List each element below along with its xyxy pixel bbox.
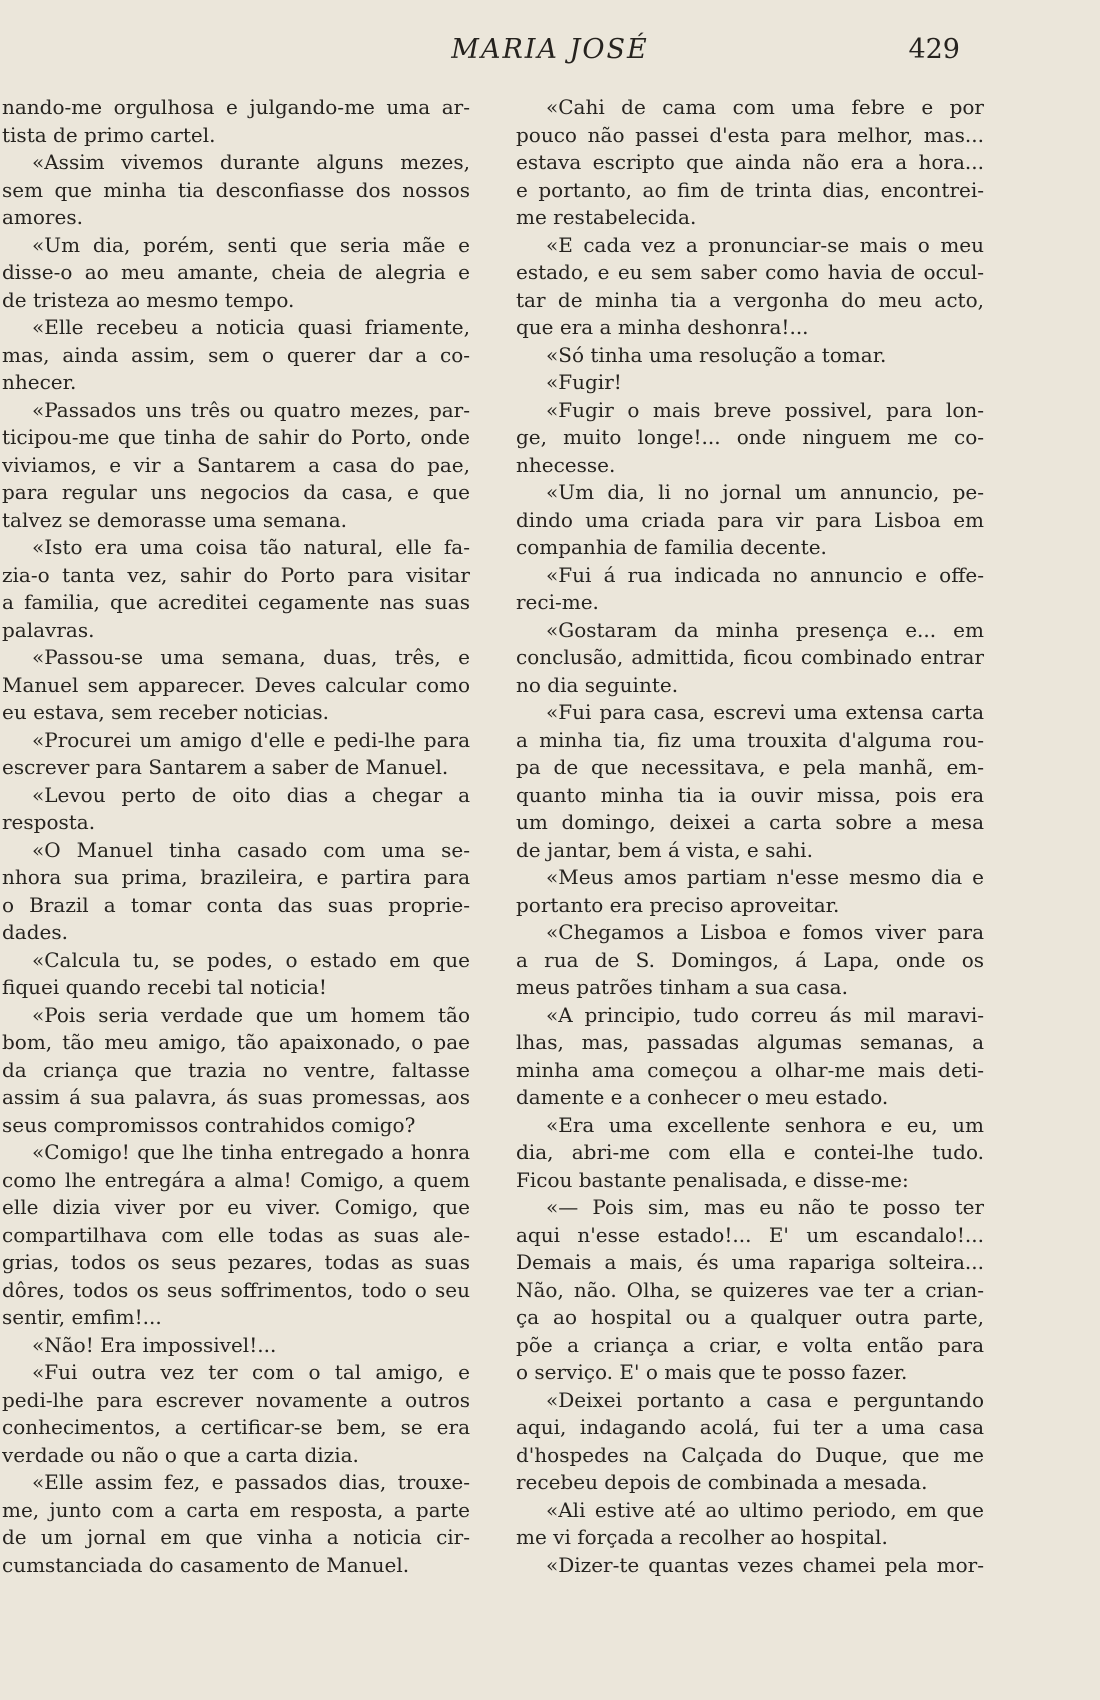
text-line: compartilhava com elle todas as suas ale- — [2, 1222, 470, 1247]
text-line: pedi-lhe para escrever novamente a outros — [2, 1387, 470, 1412]
text-line: talvez se demorasse uma semana. — [2, 507, 347, 532]
text-line: «Um dia, porém, senti que seria mãe e — [32, 232, 470, 257]
text-line: estado, e eu sem saber como havia de occul- — [516, 260, 984, 284]
text-line: «Fugir! — [546, 370, 622, 394]
text-line: «Chegamos a Lisboa e fomos viver para — [546, 920, 984, 944]
text-line: «Isto era uma coisa tão natural, elle fa- — [32, 535, 470, 559]
text-line: recebeu depois de combinada a mesada. — [516, 1470, 928, 1494]
text-line: e portanto, ao fim de trinta dias, encontrei- — [516, 177, 984, 202]
text-line: verdade ou não o que a carta dizia. — [2, 1442, 359, 1467]
text-line: aqui, indagando acolá, fui ter a uma casa — [516, 1415, 984, 1439]
text-line: palavras. — [2, 617, 95, 642]
text-line: «Só tinha uma resolução a tomar. — [546, 342, 887, 367]
text-line: da criança que trazia no ventre, faltasse — [2, 1057, 470, 1082]
text-line: «Gostaram da minha presença e... em — [546, 617, 984, 642]
text-line: «Comigo! que lhe tinha entregado a honra — [32, 1140, 470, 1164]
text-line: reci-me. — [516, 590, 599, 614]
text-line: me restabelecida. — [516, 205, 697, 229]
text-line: portanto era preciso aproveitar. — [516, 892, 840, 917]
text-line: «Calcula tu, se podes, o estado em que — [32, 947, 470, 972]
text-line: dades. — [2, 920, 68, 944]
text-line: amores. — [2, 205, 83, 229]
text-line: aqui n'esse estado!... E' um escandalo!... — [516, 1222, 984, 1247]
text-line: o serviço. E' o mais que te posso fazer. — [516, 1360, 908, 1384]
text-line: «Fugir o mais breve possivel, para lon- — [546, 397, 984, 422]
text-line: nando-me orgulhosa e julgando-me uma ar- — [2, 95, 470, 119]
text-line: a familia, que acreditei cegamente nas suas — [2, 590, 470, 614]
text-line: tista de primo cartel. — [2, 122, 216, 147]
text-line: zia-o tanta vez, sahir do Porto para visitar — [2, 562, 470, 587]
text-line: dia, abri-me com ella e contei-lhe tudo. — [516, 1140, 984, 1164]
text-line: «Ali estive até ao ultimo periodo, em que — [546, 1497, 984, 1522]
text-line: seus compromissos contrahidos comigo? — [2, 1112, 416, 1137]
text-line: lhas, mas, passadas algumas semanas, a — [516, 1030, 984, 1054]
text-line: «Não! Era impossivel!... — [32, 1332, 277, 1357]
text-line: assim á sua palavra, ás suas promessas, aos — [2, 1085, 470, 1109]
text-line: «Deixei portanto a casa e perguntando — [546, 1387, 984, 1412]
text-line: ge, muito longe!... onde ninguem me co- — [516, 425, 984, 449]
text-line: conclusão, admittida, ficou combinado entrar — [516, 645, 984, 669]
text-line: sem que minha tia desconfiasse dos nossos — [2, 177, 470, 202]
text-line: escrever para Santarem a saber de Manuel. — [2, 755, 449, 779]
text-line: dôres, todos os seus soffrimentos, todo o seu — [2, 1277, 470, 1302]
text-line: quanto minha tia ia ouvir missa, pois era — [516, 782, 984, 807]
text-line: conhecimentos, a certificar-se bem, se era — [2, 1415, 470, 1439]
text-line: nhora sua prima, brazileira, e partira para — [2, 865, 470, 889]
text-line: «Fui outra vez ter com o tal amigo, e — [32, 1360, 470, 1384]
text-line: «Passou-se uma semana, duas, três, e — [32, 645, 470, 669]
text-line: Não, não. Olha, se quizeres vae ter a crian- — [516, 1277, 984, 1302]
text-line: «Levou perto de oito dias a chegar a — [32, 782, 470, 807]
text-line: companhia de familia decente. — [516, 535, 827, 559]
text-line: estava escripto que ainda não era a hora... — [516, 150, 984, 174]
text-line: «Era uma excellente senhora e eu, um — [546, 1112, 984, 1137]
text-line: como lhe entregára a alma! Comigo, a quem — [2, 1167, 470, 1192]
text-line: «Procurei um amigo d'elle e pedi-lhe para — [32, 727, 470, 752]
text-line: «Elle assim fez, e passados dias, trouxe- — [32, 1470, 470, 1494]
text-line: «Dizer-te quantas vezes chamei pela mor- — [546, 1552, 984, 1577]
text-line: «Pois seria verdade que um homem tão — [32, 1002, 470, 1027]
page-header — [0, 34, 1100, 74]
text-line: pouco não passei d'esta para melhor, mas... — [516, 122, 984, 147]
text-line: para regular uns negocios da casa, e que — [2, 480, 470, 504]
left-text-column — [2, 94, 470, 1579]
text-line: viviamos, e vir a Santarem a casa do pae, — [2, 452, 470, 477]
text-line: «— Pois sim, mas eu não te posso ter — [546, 1195, 984, 1219]
text-line: disse-o ao meu amante, cheia de alegria e — [2, 260, 470, 284]
right-text-column — [516, 94, 984, 1579]
text-line: põe a criança a criar, e volta então para — [516, 1332, 984, 1357]
text-line: de um jornal em que vinha a noticia cir- — [2, 1525, 470, 1549]
text-line: «Elle recebeu a noticia quasi friamente, — [32, 315, 470, 339]
text-line: sentir, emfim!... — [2, 1305, 162, 1329]
text-line: de tristeza ao mesmo tempo. — [2, 287, 295, 312]
text-line: meus patrões tinham a sua casa. — [516, 975, 848, 999]
text-line: grias, todos os seus pezares, todas as suas — [2, 1250, 470, 1274]
text-line: «Um dia, li no jornal um annuncio, pe- — [546, 480, 984, 504]
text-line: «O Manuel tinha casado com uma se- — [32, 837, 470, 862]
page-number: 429 — [908, 34, 960, 65]
text-line: tar de minha tia a vergonha do meu acto, — [516, 287, 984, 312]
text-line: d'hospedes na Calçada do Duque, que me — [516, 1442, 984, 1467]
text-line: «Passados uns três ou quatro mezes, par- — [32, 397, 470, 422]
text-line: «E cada vez a pronunciar-se mais o meu — [546, 232, 984, 257]
text-line: «A principio, tudo correu ás mil maravi- — [546, 1002, 984, 1027]
text-line: Manuel sem apparecer. Deves calcular como — [2, 672, 470, 697]
text-line: dindo uma criada para vir para Lisboa em — [516, 507, 984, 532]
text-line: «Assim vivemos durante alguns mezes, — [32, 150, 470, 174]
text-line: de jantar, bem á vista, e sahi. — [516, 837, 813, 862]
text-line: nhecer. — [2, 370, 77, 394]
text-line: um domingo, deixei a carta sobre a mesa — [516, 810, 984, 834]
text-line: ça ao hospital ou a qualquer outra parte, — [516, 1305, 984, 1329]
text-line: Demais a mais, és uma rapariga solteira... — [516, 1250, 984, 1274]
text-line: bom, tão meu amigo, tão apaixonado, o pae — [2, 1030, 470, 1054]
text-line: «Fui para casa, escrevi uma extensa carta — [546, 700, 984, 724]
text-line: o Brazil a tomar conta das suas proprie- — [2, 892, 470, 917]
text-line: no dia seguinte. — [516, 672, 679, 697]
text-line: minha ama começou a olhar-me mais deti- — [516, 1057, 984, 1082]
text-line: fiquei quando recebi tal noticia! — [2, 975, 327, 999]
text-line: que era a minha deshonra!... — [516, 315, 809, 339]
running-title: MARIA JOSÉ — [451, 34, 649, 65]
text-line: a minha tia, fiz uma trouxita d'alguma rou- — [516, 727, 984, 752]
text-line: mas, ainda assim, sem o querer dar a co- — [2, 342, 470, 367]
text-line: «Meus amos partiam n'esse mesmo dia e — [546, 865, 984, 889]
text-line: me, junto com a carta em resposta, a parte — [2, 1497, 470, 1522]
text-line: nhecesse. — [516, 452, 616, 477]
text-line: ticipou-me que tinha de sahir do Porto, onde — [2, 425, 470, 449]
text-line: damente e a conhecer o meu estado. — [516, 1085, 889, 1109]
text-line: Ficou bastante penalisada, e disse-me: — [516, 1167, 909, 1192]
text-line: elle dizia viver por eu viver. Comigo, que — [2, 1195, 470, 1219]
text-line: «Fui á rua indicada no annuncio e offe- — [546, 562, 984, 587]
text-line: resposta. — [2, 810, 96, 834]
text-line: a rua de S. Domingos, á Lapa, onde os — [516, 947, 984, 972]
text-line: «Cahi de cama com uma febre e por — [546, 95, 984, 119]
text-line: pa de que necessitava, e pela manhã, em- — [516, 755, 984, 779]
text-line: eu estava, sem receber noticias. — [2, 700, 329, 724]
text-line: cumstanciada do casamento de Manuel. — [2, 1552, 410, 1577]
text-line: me vi forçada a recolher ao hospital. — [516, 1525, 888, 1549]
